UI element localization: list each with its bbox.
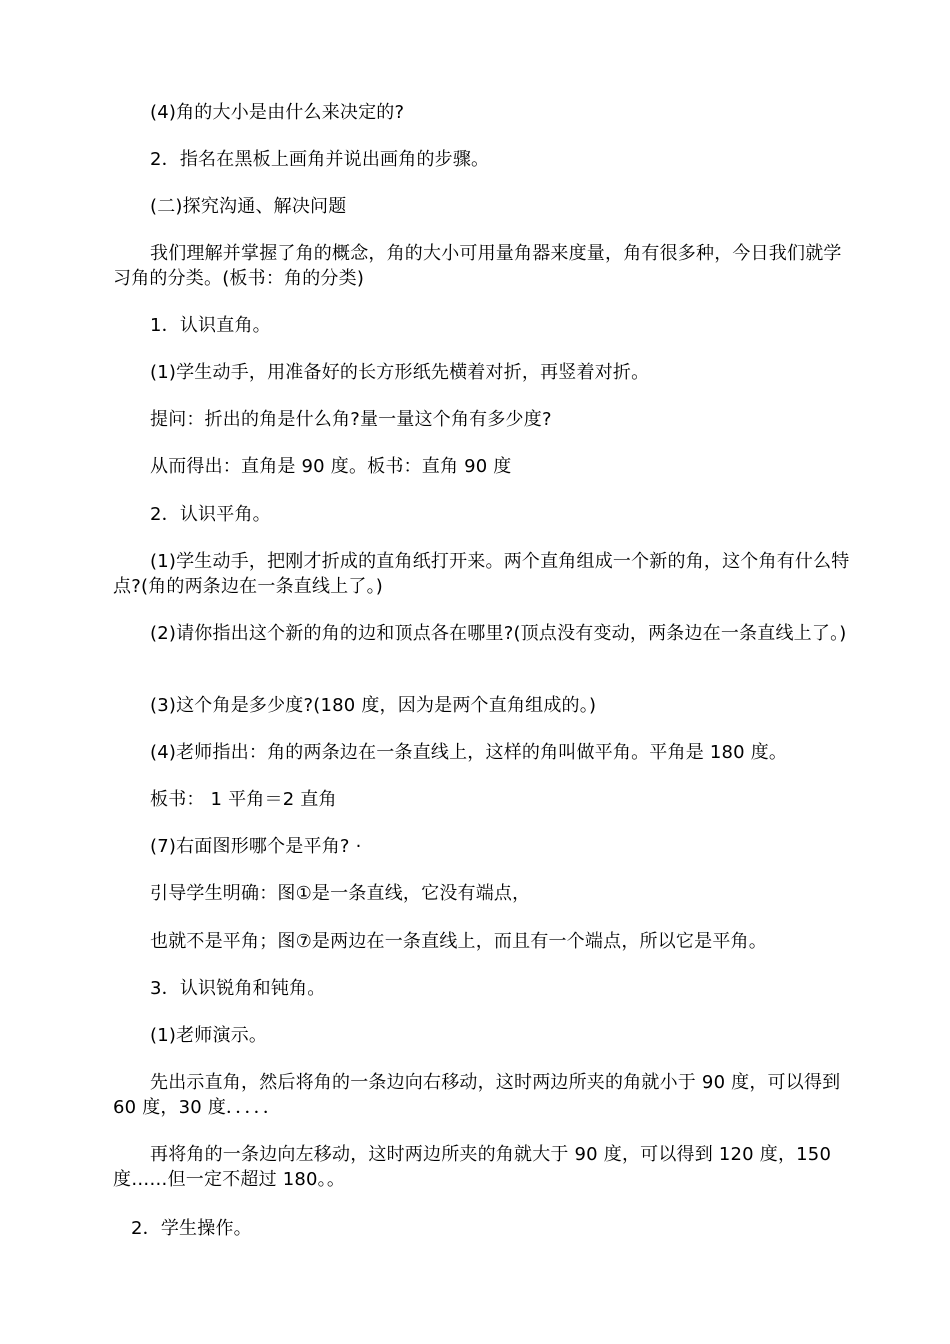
paragraph-21: 再将角的一条边向左移动，这时两边所夹的角就大于 90 度，可以得到 120 度，150 度……但一定不超过 180。。 — [113, 1144, 832, 1190]
paragraph-17: 也就不是平角；图⑦是两边在一条直线上，而且有一个端点，所以它是平角。 — [150, 931, 767, 952]
paragraph-7: 提问：折出的角是什么角?量一量这个角有多少度? — [150, 409, 552, 430]
paragraph-2: 2．指名在黑板上画角并说出画角的步骤。 — [150, 149, 490, 170]
subheading-acute-obtuse: 3．认识锐角和钝角。 — [150, 978, 326, 999]
paragraph-11: (2)请你指出这个新的角的边和顶点各在哪里?(顶点没有变动，两条边在一条直线上了。) — [150, 623, 847, 644]
paragraph-16: 引导学生明确：图①是一条直线，它没有端点， — [150, 883, 531, 904]
subheading-right-angle: 1．认识直角。 — [150, 315, 271, 336]
paragraph-4: 我们理解并掌握了角的概念，角的大小可用量角器来度量，角有很多种，今日我们就学习角的分类。(板书：角的分类) — [113, 243, 842, 289]
paragraph-12: (3)这个角是多少度?(180 度，因为是两个直角组成的。) — [150, 695, 597, 716]
paragraph-22: 2．学生操作。 — [131, 1218, 252, 1239]
paragraph-10: (1)学生动手，把刚才折成的直角纸打开来。两个直角组成一个新的角，这个角有什么特点?(角的两条边在一条直线上了。) — [113, 551, 850, 597]
paragraph-14: 板书： 1 平角＝2 直角 — [150, 789, 337, 810]
paragraph-15: (7)右面图形哪个是平角? · — [150, 836, 362, 857]
subheading-straight-angle: 2．认识平角。 — [150, 504, 271, 525]
paragraph-13: (4)老师指出：角的两条边在一条直线上，这样的角叫做平角。平角是 180 度。 — [150, 742, 788, 763]
paragraph-20: 先出示直角，然后将角的一条边向右移动，这时两边所夹的角就小于 90 度，可以得到 60 度，30 度．．．．． — [113, 1072, 841, 1118]
paragraph-8: 从而得出：直角是 90 度。板书：直角 90 度 — [150, 456, 512, 477]
paragraph-19: (1)老师演示。 — [150, 1025, 268, 1046]
paragraph-1: (4)角的大小是由什么来决定的? — [150, 102, 405, 123]
paragraph-6: (1)学生动手，用准备好的长方形纸先横着对折，再竖着对折。 — [150, 362, 650, 383]
section-heading: (二)探究沟通、解决问题 — [150, 196, 347, 217]
